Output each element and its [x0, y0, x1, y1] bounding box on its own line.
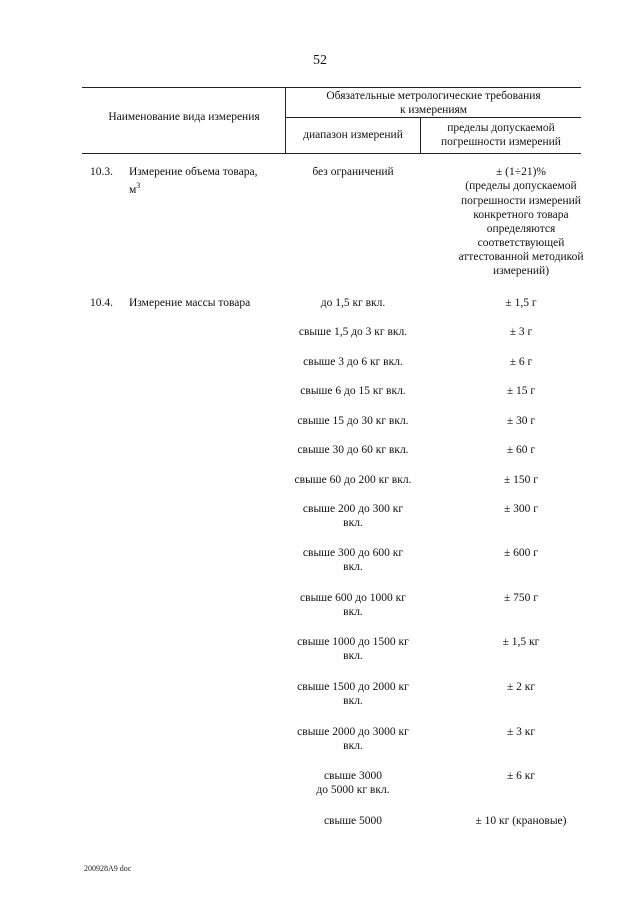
error-cell: ± 1,5 г [505, 297, 537, 309]
row-error-line: (пределы допускаемой [465, 180, 577, 192]
error-cell: ± 300 г [503, 503, 539, 515]
range-cell: свыше 3 до 6 кг вкл. [303, 356, 403, 368]
range-cell: свыше 1,5 до 3 кг вкл. [298, 326, 408, 338]
range-cell: свыше 600 до 1000 кг [300, 592, 406, 604]
range-cell: вкл. [343, 561, 363, 573]
header-group-title-line2: к измерениям [399, 104, 468, 116]
row-number: 10.3. [90, 166, 113, 178]
error-cell: ± 2 кг [506, 681, 536, 693]
error-cell: ± 15 г [506, 385, 536, 397]
range-cell: свыше 200 до 300 кг [302, 503, 404, 515]
file-name-footer: 200928А9 doc [84, 864, 132, 873]
error-cell: ± 600 г [503, 547, 539, 559]
subheader-rule [285, 117, 581, 118]
range-cell: свыше 60 до 200 кг вкл. [294, 474, 412, 486]
row-error-line: аттестованной методикой [458, 251, 584, 263]
row-error-line: измерений) [492, 265, 550, 277]
error-cell: ± 10 кг (крановые) [475, 815, 567, 827]
error-cell: ± 3 кг [506, 726, 536, 738]
error-cell: ± 6 кг [506, 770, 536, 782]
page-number: 52 [313, 53, 327, 68]
range-cell: вкл. [343, 650, 363, 662]
header-range: диапазон измерений [303, 129, 403, 141]
error-cell: ± 1,5 кг [502, 636, 540, 648]
error-cell: ± 30 г [506, 415, 536, 427]
error-cell: ± 60 г [506, 444, 536, 456]
row-range: без ограничений [312, 166, 394, 178]
header-error-line1: пределы допускаемой [447, 122, 555, 134]
range-cell: вкл. [343, 695, 363, 707]
range-cell: свыше 5000 [323, 815, 383, 827]
range-cell: свыше 6 до 15 кг вкл. [300, 385, 406, 397]
error-cell: ± 150 г [503, 474, 539, 486]
row-name-line1: Измерение объема товара, [129, 166, 258, 178]
header-name: Наименование вида измерения [108, 111, 260, 123]
range-cell: до 5000 кг вкл. [316, 784, 390, 796]
unit-text: м [129, 183, 137, 196]
row-error-line: соответствующей [477, 237, 565, 249]
row-error-line: конкретного товара [473, 209, 569, 221]
row-number: 10.4. [90, 297, 113, 309]
range-cell: свыше 2000 до 3000 кг [297, 726, 409, 738]
error-cell: ± 6 г [509, 356, 533, 368]
header-error-line2: погрешности измерений [441, 136, 561, 148]
row-error-line: погрешности измерений [461, 195, 581, 207]
header-group-title-line1: Обязательные метрологические требования [326, 90, 541, 102]
range-cell: вкл. [343, 606, 363, 618]
range-cell: вкл. [343, 740, 363, 752]
range-cell: вкл. [343, 517, 363, 529]
range-cell: свыше 15 до 30 кг вкл. [297, 415, 409, 427]
range-cell: свыше 1500 до 2000 кг [297, 681, 409, 693]
error-cell: ± 750 г [503, 592, 539, 604]
error-cell: ± 3 г [509, 326, 533, 338]
row-error-line: определяются [486, 223, 556, 235]
range-cell: свыше 1000 до 1500 кг [297, 636, 409, 648]
unit-superscript: 3 [136, 181, 141, 190]
row-error-line: ± (1÷21)% [496, 166, 546, 178]
range-cell: свыше 3000 [323, 770, 383, 782]
row-name-line2 [129, 179, 140, 197]
range-cell: до 1,5 кг вкл. [320, 297, 386, 309]
row-name: Измерение массы товара [129, 297, 251, 309]
range-cell: свыше 300 до 600 кг [302, 547, 404, 559]
table-top-rule [82, 87, 581, 88]
header-bottom-rule [82, 153, 581, 154]
range-cell: свыше 30 до 60 кг вкл. [297, 444, 409, 456]
